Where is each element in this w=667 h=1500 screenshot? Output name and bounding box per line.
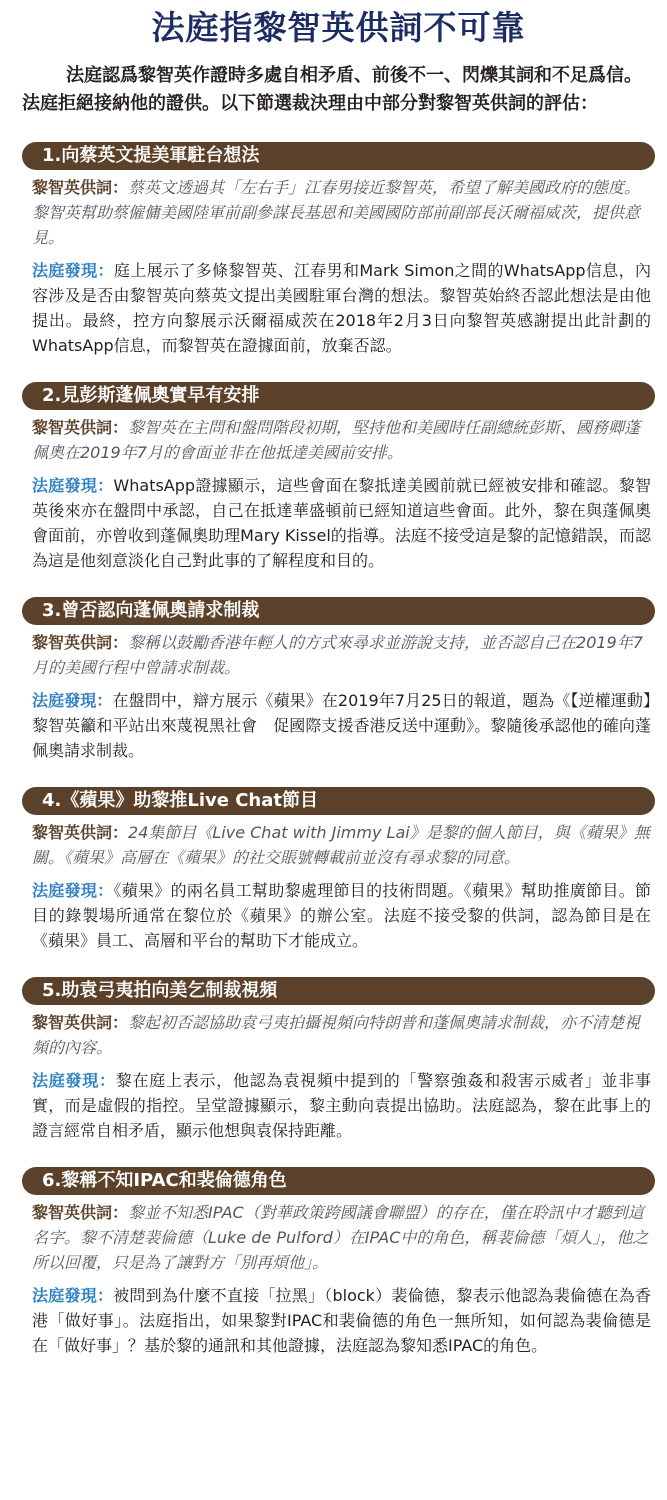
- claim-text: 黎並不知悉IPAC（對華政策跨國議會聯盟）的存在，僅在聆訊中才聽到這名字。黎不清楚裴倫德（Luke de Pulford）在IPAC中的角色，稱裴倫德「煩人」，他之所以回覆，只是為了讓對方「別再煩他」。: [32, 1203, 649, 1272]
- claim-text: 24集節目《Live Chat with Jimmy Lai》是黎的個人節目，與《蘋果》無關。《蘋果》高層在《蘋果》的社交賬號轉載前並沒有尋求黎的同意。: [32, 823, 650, 867]
- finding-text: 庭上展示了多條黎智英、江春男和Mark Simon之間的WhatsApp信息，內容涉及是否由黎智英向蔡英文提出美國駐軍台灣的想法。黎智英始終否認此想法是由他提出。最終，控方向黎展示沃爾福威茨在2018年2月3日向黎智英感謝提出此計劃的WhatsApp信息，而黎智英在證據面前，放棄否認。: [32, 261, 651, 355]
- claim-label: 黎智英供詞：: [32, 823, 129, 842]
- section-heading: 1.向蔡英文提美軍駐台想法: [22, 142, 655, 170]
- finding-label: 法庭發現：: [32, 261, 114, 280]
- finding-label: 法庭發現：: [32, 1286, 114, 1305]
- finding-text: 在盤問中，辯方展示《蘋果》在2019年7月25日的報道，題為《【逆權運動】黎智英籲和平站出來蔑視黑社會 促國際支援香港反送中運動》。黎隨後承認他的確向蓬佩奧請求制裁。: [32, 691, 651, 760]
- claim-text: 黎稱以鼓勵香港年輕人的方式來尋求並游說支持，並否認自己在2019年7月的美國行程中曾請求制裁。: [32, 633, 643, 677]
- finding-label: 法庭發現：: [32, 1071, 116, 1090]
- claim-label: 黎智英供詞：: [32, 1203, 129, 1222]
- claim-paragraph: [22, 175, 655, 250]
- claim-label: 黎智英供詞：: [32, 1013, 129, 1032]
- finding-text: 被問到為什麼不直接「拉黑」（block）裴倫德，黎表示他認為裴倫德在為香港「做好事」。法庭指出，如果黎對IPAC和裴倫德的角色一無所知，如何認為裴倫德是在「做好事」？基於黎的通訊和其他證據，法庭認為黎知悉IPAC的角色。: [32, 1286, 651, 1355]
- finding-text: 《蘋果》的兩名員工幫助黎處理節目的技術問題。《蘋果》幫助推廣節目。節目的錄製場所通常在黎位於《蘋果》的辦公室。法庭不接受黎的供詞，認為節目是在《蘋果》員工、高層和平台的幫助下才能成立。: [32, 881, 651, 950]
- finding-paragraph: [22, 1283, 655, 1358]
- claim-paragraph: [22, 820, 655, 870]
- claim-label: 黎智英供詞：: [32, 178, 129, 197]
- section-heading: 4.《蘋果》助黎推Live Chat節目: [22, 787, 655, 815]
- claim-label: 黎智英供詞：: [32, 633, 129, 652]
- claim-paragraph: [22, 1010, 655, 1060]
- section-1: [22, 142, 655, 358]
- section-heading: 5.助袁弓夷拍向美乞制裁視頻: [22, 977, 655, 1005]
- finding-label: 法庭發現：: [32, 476, 114, 495]
- finding-paragraph: [22, 258, 655, 358]
- claim-paragraph: [22, 630, 655, 680]
- section-5: [22, 977, 655, 1143]
- intro-paragraph: 法庭認爲黎智英作證時多處自相矛盾、前後不一、閃爍其詞和不足爲信。法庭拒絕接納他的證供。以下節選裁決理由中部分對黎智英供詞的評估：: [22, 65, 642, 114]
- section-6: [22, 1167, 655, 1358]
- claim-paragraph: [22, 1200, 655, 1275]
- section-4: [22, 787, 655, 953]
- claim-text: 蔡英文透過其「左右手」江春男接近黎智英，希望了解美國政府的態度。黎智英幫助蔡僱傭美國陸軍前副參謀長基恩和美國國防部前副部長沃爾福威茨，提供意見。: [32, 178, 641, 247]
- finding-label: 法庭發現：: [32, 691, 113, 710]
- finding-paragraph: [22, 878, 655, 953]
- finding-paragraph: [22, 688, 655, 763]
- section-heading: 2.見彭斯蓬佩奧實早有安排: [22, 382, 655, 410]
- claim-label: 黎智英供詞：: [32, 418, 129, 437]
- claim-text: 黎智英在主問和盤問階段初期，堅持他和美國時任副總統彭斯、國務卿蓬佩奧在2019年7月的會面並非在他抵達美國前安排。: [32, 418, 641, 462]
- finding-label: 法庭發現：: [32, 881, 114, 900]
- finding-paragraph: [22, 473, 655, 573]
- claim-text: 黎起初否認協助袁弓夷拍攝視頻向特朗普和蓬佩奧請求制裁，亦不清楚視頻的內容。: [32, 1013, 641, 1057]
- page-title: 法庭指黎智英供詞不可靠: [151, 8, 526, 47]
- finding-text: WhatsApp證據顯示，這些會面在黎抵達美國前就已經被安排和確認。黎智英後來亦在盤問中承認，自己在抵達華盛頓前已經知道這些會面。此外，黎在與蓬佩奧會面前，亦曾收到蓬佩奧助理Mary Kissel的指導。法庭不接受這是黎的記憶錯誤，而認為這是他刻意淡化自己對此事的了解程度和目的。: [32, 476, 651, 570]
- claim-paragraph: [22, 415, 655, 465]
- section-2: [22, 382, 655, 573]
- finding-paragraph: [22, 1068, 655, 1143]
- section-heading: 6.黎稱不知IPAC和裴倫德角色: [22, 1167, 655, 1195]
- finding-text: 黎在庭上表示，他認為袁視頻中提到的「警察強姦和殺害示威者」並非事實，而是虛假的指控。呈堂證據顯示，黎主動向袁提出協助。法庭認為，黎在此事上的證言經常自相矛盾，顯示他想與袁保持距離。: [32, 1071, 651, 1140]
- section-3: [22, 597, 655, 763]
- section-heading: 3.曾否認向蓬佩奧請求制裁: [22, 597, 655, 625]
